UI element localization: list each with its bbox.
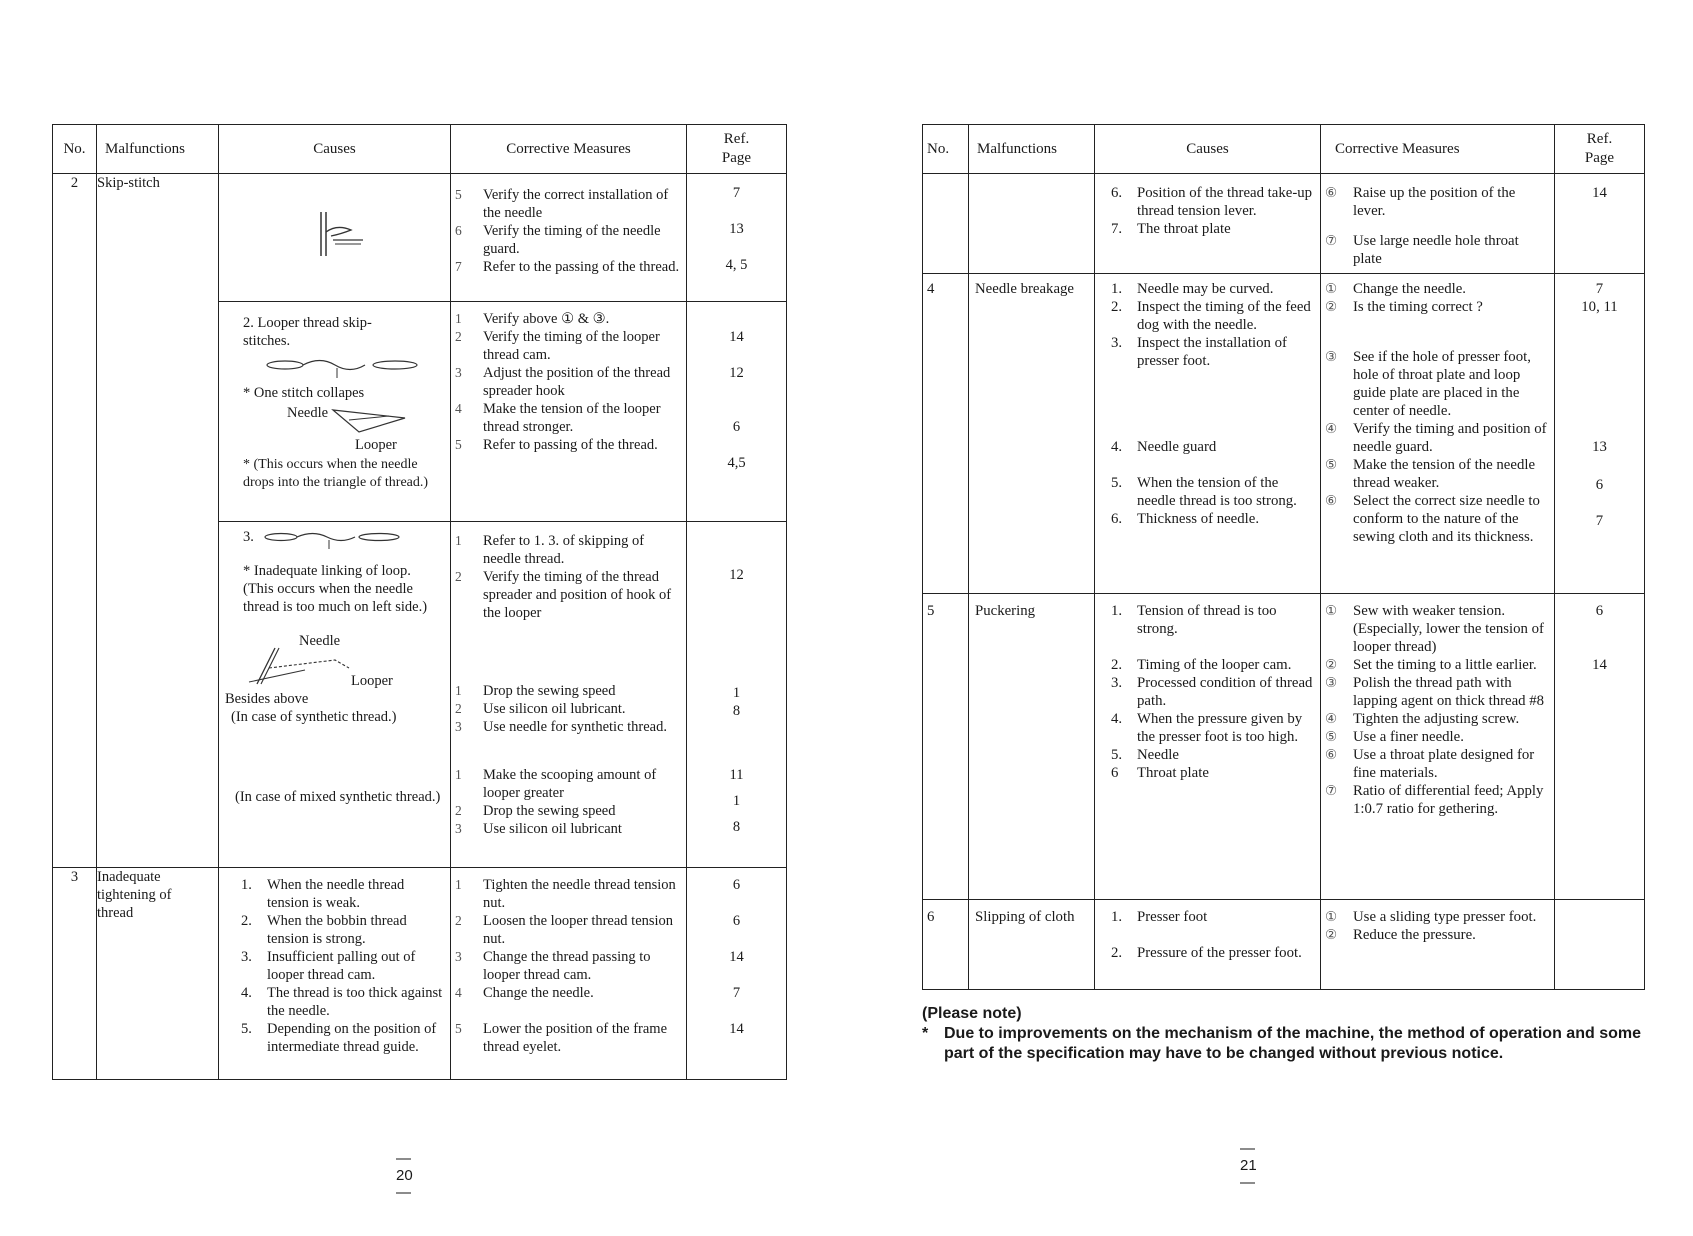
- besides-above: Besides above: [225, 691, 309, 707]
- ref-page: 14: [729, 949, 744, 965]
- measure-item: 1 Verify above ① & ③.: [455, 311, 610, 327]
- measure-item: 3 Use silicon oil lubricant: [455, 821, 622, 837]
- ref-page: 14: [729, 329, 744, 345]
- causes-cell: [1095, 174, 1321, 274]
- cause-item: 4. When the pressure given by the presser foot is too high.: [1111, 711, 1303, 745]
- measure-item: 2 Verify the timing of the thread spreader and position of hook of the looper: [455, 569, 672, 621]
- header-malfunctions: Malfunctions: [969, 125, 1095, 174]
- loop-linking-illustration: [263, 528, 403, 550]
- table-row: [923, 900, 1645, 990]
- looper-label: Looper: [355, 437, 397, 453]
- ref-page: 7: [732, 185, 741, 201]
- note-star: *: [922, 1025, 929, 1042]
- table-row: [923, 174, 1645, 274]
- malfunction-label: Puckering: [969, 594, 1095, 900]
- row-number: 2: [53, 174, 97, 868]
- measure-item: ① Change the needle.: [1325, 281, 1466, 297]
- header-ref-page: Ref. Page: [1555, 125, 1645, 174]
- table-header-row: [923, 125, 1645, 174]
- ref-page: 12: [729, 365, 744, 381]
- cause-item: 1. Tension of thread is too strong.: [1111, 603, 1277, 637]
- measure-item: ① Use a sliding type presser foot.: [1325, 909, 1537, 925]
- table-row: [53, 868, 787, 1080]
- header-ref-page: Ref. Page: [687, 125, 787, 174]
- ref-page: 12: [729, 567, 744, 583]
- ref-page: 6: [732, 913, 741, 929]
- measure-item: ⑥ Raise up the position of the lever.: [1325, 185, 1516, 219]
- row-number: 6: [923, 900, 969, 990]
- cause-item: 5. Needle: [1111, 747, 1179, 763]
- measure-item: ⑦ Ratio of differential feed; Apply 1:0.7 ratio for gethering.: [1325, 783, 1544, 817]
- header-causes: Causes: [219, 125, 451, 174]
- cause-item: 2. Timing of the looper cam.: [1111, 657, 1292, 673]
- ref-cell: [1555, 594, 1645, 900]
- causes-cell: [1095, 274, 1321, 594]
- ref-page: 14: [729, 1021, 744, 1037]
- looper-label: Looper: [351, 673, 393, 689]
- cause-item: 3. Insufficient palling out of looper thread cam.: [241, 949, 416, 983]
- row-number: [923, 174, 969, 274]
- header-corrective-measures: Corrective Measures: [1321, 125, 1555, 174]
- measure-item: 4 Make the tension of the looper thread stronger.: [455, 401, 661, 435]
- measure-item: 5 Lower the position of the frame thread eyelet.: [455, 1021, 668, 1055]
- cause-item: 2. When the bobbin thread tension is strong.: [241, 913, 407, 947]
- cause-note: * Inadequate linking of loop. (This occurs when the needle thread is too much on left side.): [243, 563, 428, 615]
- causes-cell: [219, 868, 451, 1080]
- measures-cell: [1321, 594, 1555, 900]
- cause-item: 6. Thickness of needle.: [1111, 511, 1260, 527]
- needle-illustration: [307, 210, 367, 260]
- measure-item: 7 Refer to the passing of the thread.: [455, 259, 680, 275]
- cause-item: 1. When the needle thread tension is weak.: [241, 877, 405, 911]
- measure-item: ① Sew with weaker tension. (Especially, lower the tension of looper thread): [1325, 603, 1544, 655]
- measure-item: ⑤ Make the tension of the needle thread weaker.: [1325, 457, 1536, 491]
- measure-item: ② Set the timing to a little earlier.: [1325, 657, 1537, 673]
- measure-item: 2 Loosen the looper thread tension nut.: [455, 913, 674, 947]
- note-title: (Please note): [922, 1005, 1022, 1022]
- measures-cell: [1321, 274, 1555, 594]
- ref-page: 4, 5: [725, 257, 748, 273]
- row-number: 5: [923, 594, 969, 900]
- note-text: Due to improvements on the mechanism of the machine, the method of operation and some part of the specification may have to be changed without previous notice.: [944, 1025, 1641, 1062]
- needle-looper-illustration: [245, 646, 355, 686]
- ref-cell: [1555, 274, 1645, 594]
- ref-page: 10, 11: [1581, 299, 1618, 315]
- header-causes: Causes: [1095, 125, 1321, 174]
- measures-cell: [1321, 900, 1555, 990]
- ref-page: 6: [732, 419, 741, 435]
- measure-item: 1 Tighten the needle thread tension nut.: [455, 877, 676, 911]
- ref-cell: [687, 522, 787, 868]
- ref-page: 6: [1595, 603, 1604, 619]
- measure-item: ② Reduce the pressure.: [1325, 927, 1476, 943]
- measure-item: 3 Adjust the position of the thread spreader hook: [455, 365, 671, 399]
- table-row: [923, 594, 1645, 900]
- ref-page: 7: [1595, 513, 1604, 529]
- ref-page: 11: [729, 767, 744, 783]
- measures-cell: [451, 868, 687, 1080]
- measure-item: 6 Verify the timing of the needle guard.: [455, 223, 661, 257]
- cause-item: 3. Inspect the installation of presser foot.: [1111, 335, 1287, 369]
- measure-item: ③ Polish the thread path with lapping agent on thick thread #8: [1325, 675, 1545, 709]
- table-row: [923, 274, 1645, 594]
- looper-stitch-illustration: [265, 354, 425, 380]
- ref-cell: [687, 302, 787, 522]
- cause-item: 5. When the tension of the needle thread is too strong.: [1111, 475, 1297, 509]
- malfunction-label: Needle breakage: [969, 274, 1095, 594]
- cause-note: * (This occurs when the needle drops into the triangle of thread.): [243, 457, 429, 490]
- malfunction-label: [969, 174, 1095, 274]
- measures-cell: [1321, 174, 1555, 274]
- cause-item: 6. Position of the thread take-up thread tension lever.: [1111, 185, 1313, 219]
- measure-item: ⑦ Use large needle hole throat plate: [1325, 233, 1519, 267]
- cause-item: 7. The throat plate: [1111, 221, 1231, 237]
- triangle-thread-illustration: [329, 406, 409, 436]
- page-number: — 21 —: [1240, 1140, 1257, 1191]
- mixed-synthetic-case: (In case of mixed synthetic thread.): [235, 789, 441, 805]
- measure-item: ② Is the timing correct ?: [1325, 299, 1483, 315]
- synthetic-case: (In case of synthetic thread.): [231, 709, 397, 725]
- measure-item: 2 Drop the sewing speed: [455, 803, 616, 819]
- measure-item: 2 Verify the timing of the looper thread cam.: [455, 329, 660, 363]
- header-corrective-measures: Corrective Measures: [451, 125, 687, 174]
- cause-item: 6 Throat plate: [1111, 765, 1209, 781]
- cause-item: 5. Depending on the position of intermediate thread guide.: [241, 1021, 437, 1055]
- table-header-row: [53, 125, 787, 174]
- ref-page: 6: [1595, 477, 1604, 493]
- cause-note: * One stitch collapes: [243, 385, 365, 401]
- ref-page: 4,5: [727, 455, 746, 471]
- malfunction-label: Inadequate tightening of thread: [97, 868, 219, 1080]
- ref-page: 7: [732, 985, 741, 1001]
- measure-item: 4 Change the needle.: [455, 985, 594, 1001]
- cause-item: 3. Processed condition of thread path.: [1111, 675, 1313, 709]
- ref-page: 13: [729, 221, 744, 237]
- ref-page: 13: [1592, 439, 1607, 455]
- measure-item: 3 Use needle for synthetic thread.: [455, 719, 667, 735]
- ref-cell: [1555, 900, 1645, 990]
- causes-cell: [1095, 594, 1321, 900]
- malfunction-label: Skip-stitch: [97, 174, 219, 868]
- cause-cell: [219, 522, 451, 868]
- measure-item: ④ Verify the timing and position of needle guard.: [1325, 421, 1547, 455]
- cause-item: 1. Presser foot: [1111, 909, 1208, 925]
- cause-item: 4. Needle guard: [1111, 439, 1217, 455]
- ref-page: 8: [732, 819, 741, 835]
- header-no: No.: [53, 125, 97, 174]
- cause-number: 3.: [243, 529, 254, 545]
- measure-item: 5 Refer to passing of the thread.: [455, 437, 658, 453]
- row-number: 3: [53, 868, 97, 1080]
- cause-item: 4. The thread is too thick against the needle.: [241, 985, 443, 1019]
- causes-cell: [1095, 900, 1321, 990]
- cause-item: 1. Needle may be curved.: [1111, 281, 1274, 297]
- header-malfunctions: Malfunctions: [97, 125, 219, 174]
- measure-item: 1 Drop the sewing speed: [455, 683, 616, 699]
- cause-diagram-cell: [219, 174, 451, 302]
- ref-page: 7: [1595, 281, 1604, 297]
- measure-item: ⑤ Use a finer needle.: [1325, 729, 1464, 745]
- measure-item: 1 Make the scooping amount of looper greater: [455, 767, 657, 801]
- needle-label: Needle: [299, 633, 341, 649]
- cause-title: 2. Looper thread skip-stitches.: [243, 315, 372, 349]
- measures-cell: [451, 522, 687, 868]
- ref-page: 6: [732, 877, 741, 893]
- please-note: [922, 1004, 1642, 1064]
- measure-item: ⑥ Select the correct size needle to conform to the nature of the sewing cloth and its thickness.: [1325, 493, 1540, 545]
- measures-cell: [451, 174, 687, 302]
- table-row: [53, 174, 787, 302]
- header-no: No.: [923, 125, 969, 174]
- cause-cell: [219, 302, 451, 522]
- malfunction-label: Slipping of cloth: [969, 900, 1095, 990]
- measure-item: 5 Verify the correct installation of the needle: [455, 187, 669, 221]
- ref-cell: [1555, 174, 1645, 274]
- right-troubleshooting-table: [922, 124, 1645, 990]
- cause-item: 2. Inspect the timing of the feed dog with the needle.: [1111, 299, 1311, 333]
- measure-item: ③ See if the hole of presser foot, hole of throat plate and loop guide plate are placed in the center of needle.: [1325, 349, 1531, 419]
- ref-page: 14: [1592, 185, 1607, 201]
- measure-item: 1 Refer to 1. 3. of skipping of needle thread.: [455, 533, 645, 567]
- ref-page: 1: [732, 793, 741, 809]
- ref-cell: [687, 174, 787, 302]
- page-number: — 20 —: [396, 1150, 413, 1201]
- measure-item: ④ Tighten the adjusting screw.: [1325, 711, 1520, 727]
- ref-page: 14: [1592, 657, 1607, 673]
- measure-item: 3 Change the thread passing to looper thread cam.: [455, 949, 651, 983]
- row-number: 4: [923, 274, 969, 594]
- left-troubleshooting-table: [52, 124, 787, 1080]
- ref-page: 1: [732, 685, 741, 701]
- needle-label: Needle: [287, 405, 329, 421]
- measure-item: 2 Use silicon oil lubricant.: [455, 701, 626, 717]
- measures-cell: [451, 302, 687, 522]
- ref-page: 8: [732, 703, 741, 719]
- measure-item: ⑥ Use a throat plate designed for fine materials.: [1325, 747, 1535, 781]
- ref-cell: [687, 868, 787, 1080]
- cause-item: 2. Pressure of the presser foot.: [1111, 945, 1302, 961]
